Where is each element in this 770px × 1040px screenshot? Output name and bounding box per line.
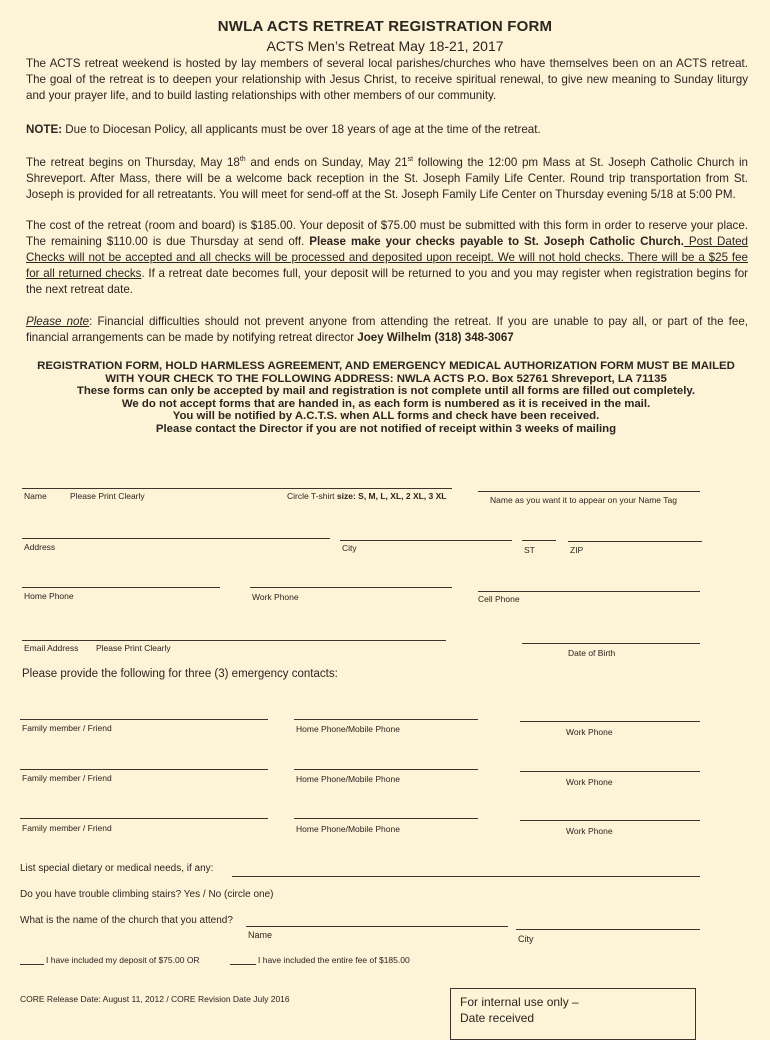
address-field-line[interactable] — [22, 538, 330, 539]
internal-use-box — [450, 988, 696, 1040]
schedule-sup-1: th — [239, 156, 246, 163]
schedule-text-2: and ends on Sunday, May 21 — [245, 155, 408, 169]
zip-field-line[interactable] — [568, 541, 702, 542]
emergency-heading: Please provide the following for three (3) emergency contacts: — [22, 668, 338, 680]
cost-tail: . If a retreat date becomes full, your deposit will be returned to you and you may register when registration begins for the next retreat date. — [26, 267, 749, 296]
entire-fee-label: I have included the entire fee of $185.00 — [258, 955, 410, 965]
contact-3-home-label: Home Phone/Mobile Phone — [296, 824, 400, 834]
church-name-field-line[interactable] — [246, 926, 508, 927]
note-label: NOTE: — [26, 123, 63, 136]
contact-1-work-label: Work Phone — [566, 727, 613, 737]
mailing-instructions — [26, 360, 746, 436]
date-received-label: Date received — [460, 1011, 535, 1025]
contact-1-work-line[interactable] — [520, 721, 700, 722]
internal-use-label: For internal use only – — [460, 995, 579, 1009]
deposit-check-line[interactable] — [20, 964, 44, 965]
cell-phone-label: Cell Phone — [478, 594, 520, 604]
schedule-paragraph — [26, 152, 748, 203]
contact-1-family-label: Family member / Friend — [22, 723, 112, 733]
form-title: NWLA ACTS RETREAT REGISTRATION FORM — [217, 18, 553, 35]
church-name-label: Name — [248, 930, 273, 940]
mailing-line-4: We do not accept forms that are handed in, as each form is numbered as it is received in the mail. — [121, 397, 651, 410]
cost-policy: Post Dated Checks will not be accepted and all checks will be processed and deposited upon receipt. We will not hold checks. There will be a $25 fee for all returned checks — [26, 235, 748, 280]
core-release-date: CORE Release Date: August 11, 2012 / CORE Revision Date July 2016 — [20, 994, 290, 1004]
contact-3-work-label: Work Phone — [566, 826, 613, 836]
tshirt-prefix: Circle T-shirt — [287, 491, 337, 501]
contact-1-home-line[interactable] — [294, 719, 478, 720]
email-print-clearly: Please Print Clearly — [96, 643, 171, 653]
note-text: Due to Diocesan Policy, all applicants must be over 18 years of age at the time of the retreat. — [62, 123, 541, 136]
tshirt-sizes: size: S, M, L, XL, 2 XL, 3 XL — [336, 491, 447, 501]
church-question: What is the name of the church that you attend? — [20, 915, 233, 926]
address-label: Address — [24, 542, 56, 552]
schedule-sup-2: st — [407, 156, 414, 163]
director-contact: Joey Wilhelm (318) 348-3067 — [357, 331, 514, 344]
contact-3-name-line[interactable] — [20, 818, 268, 819]
state-label: ST — [524, 545, 535, 555]
contact-1-home-label: Home Phone/Mobile Phone — [296, 724, 400, 734]
cell-phone-field-line[interactable] — [478, 591, 700, 592]
home-phone-label: Home Phone — [24, 591, 74, 601]
contact-2-home-line[interactable] — [294, 769, 478, 770]
name-tag-label: Name as you want it to appear on your Name Tag — [490, 495, 677, 505]
contact-2-family-label: Family member / Friend — [22, 773, 112, 783]
church-city-label: City — [518, 934, 534, 944]
contact-3-work-line[interactable] — [520, 820, 700, 821]
intro-paragraph: The ACTS retreat weekend is hosted by lay members of several local parishes/churches who have themselves been on an ACTS retreat. The goal of the retreat is to deepen your relationship with Jesus Christ, to receive spiritual renewal, to give new meaning to Sunday liturgy and your prayer life, and to build lasting relationships with other members of our community. — [26, 57, 748, 102]
work-phone-field-line[interactable] — [250, 587, 452, 588]
mailing-line-6: Please contact the Director if you are not notified of receipt within 3 weeks of mailing — [155, 422, 617, 435]
city-field-line[interactable] — [340, 540, 512, 541]
mailing-line-3: These forms can only be accepted by mail and registration is not complete until all forms are filled out completely. — [76, 385, 696, 398]
deposit-label: I have included my deposit of $75.00 OR — [46, 955, 200, 965]
please-note-label: Please note — [26, 315, 90, 328]
mailing-line-1: REGISTRATION FORM, HOLD HARMLESS AGREEMENT, AND EMERGENCY MEDICAL AUTHORIZATION FORM MUST BE MAILED — [37, 360, 735, 372]
contact-2-work-label: Work Phone — [566, 777, 613, 787]
please-note-text: : Financial difficulties should not prevent anyone from attending the retreat. If you are unable to pay all, or part of the fee, financial arrangements can be made by notifying retreat director — [26, 315, 748, 344]
schedule-text-3: following the 12:00 pm Mass at St. Joseph Catholic Church in Shreveport. After Mass, there will be a welcome back reception in the St. Joseph Family Life Center. Round trip transportation from St. Joseph is provided for all retreatants. You will meet for send-off at the St. Joseph Family Life Center on Thursday evening 5/18 at 5:00 PM. — [26, 155, 748, 201]
contact-3-home-line[interactable] — [294, 818, 478, 819]
dietary-question: List special dietary or medical needs, if any: — [20, 863, 214, 874]
stairs-question: Do you have trouble climbing stairs? Yes / No (circle one) — [20, 889, 274, 900]
name-label: Name — [24, 491, 47, 501]
cost-text: The cost of the retreat (room and board) is $185.00. Your deposit of $75.00 must be submitted with this form in order to reserve your place. The remaining $110.00 is due Thursday at send off. — [26, 219, 748, 248]
state-field-line[interactable] — [522, 540, 556, 541]
dob-field-line[interactable] — [522, 643, 700, 644]
mailing-line-2: WITH YOUR CHECK TO THE FOLLOWING ADDRESS: NWLA ACTS P.O. Box 52761 Shreveport, LA 71135 — [105, 372, 667, 385]
name-field-line[interactable] — [22, 488, 452, 489]
tshirt-label — [287, 491, 447, 501]
entire-fee-check-line[interactable] — [230, 964, 256, 965]
dob-label: Date of Birth — [568, 648, 616, 658]
city-label: City — [342, 543, 357, 553]
zip-label: ZIP — [570, 545, 584, 555]
home-phone-field-line[interactable] — [22, 587, 220, 588]
work-phone-label: Work Phone — [252, 592, 299, 602]
contact-2-name-line[interactable] — [20, 769, 268, 770]
cost-payable: Please make your checks payable to St. Joseph Catholic Church. — [309, 235, 684, 248]
cost-paragraph — [26, 218, 748, 298]
schedule-text-1: The retreat begins on Thursday, May 18 — [26, 155, 240, 169]
mailing-line-5: You will be notified by A.C.T.S. when ALL forms and check have been received. — [172, 410, 600, 423]
dietary-field-line[interactable] — [232, 876, 700, 877]
contact-2-home-label: Home Phone/Mobile Phone — [296, 774, 400, 784]
form-subtitle: ACTS Men’s Retreat May 18-21, 2017 — [266, 38, 504, 54]
name-tag-field-line[interactable] — [478, 491, 700, 492]
contact-1-name-line[interactable] — [20, 719, 268, 720]
name-print-clearly: Please Print Clearly — [70, 491, 145, 501]
note-paragraph — [26, 122, 748, 138]
email-label: Email Address — [24, 643, 79, 653]
please-note-paragraph — [26, 314, 748, 346]
email-field-line[interactable] — [22, 640, 446, 641]
contact-2-work-line[interactable] — [520, 771, 700, 772]
church-city-field-line[interactable] — [516, 929, 700, 930]
contact-3-family-label: Family member / Friend — [22, 823, 112, 833]
